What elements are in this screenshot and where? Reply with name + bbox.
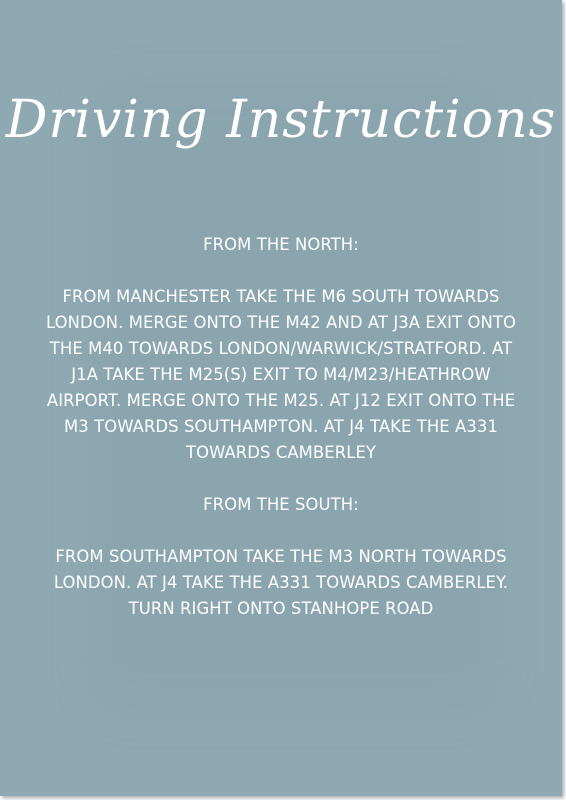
south-directions: FROM SOUTHAMPTON TAKE THE M3 NORTH TOWARDS LONDON. AT J4 TAKE THE A331 TOWARDS CAMBERLEY. TURN RIGHT ONTO STANHOPE ROAD	[53, 547, 509, 618]
spacer	[40, 518, 522, 544]
north-directions: FROM MANCHESTER TAKE THE M6 SOUTH TOWARDS LONDON. MERGE ONTO THE M42 AND AT J3A EXIT ONTO THE M40 TOWARDS LONDON/WARWICK/STRATFORD. AT J1A TAKE THE M25(S) EXIT TO M4/M23/HEATHROW AIRPORT. MERGE ONTO THE M25. AT J12 EXIT ONTO THE M3 TOWARDS SOUTHAMPTON. AT J4 TAKE THE A331 TOWARDS CAMBERLEY	[45, 287, 517, 462]
card-title-text: Driving Instructions	[5, 90, 557, 150]
spacer	[40, 466, 522, 492]
directions-text	[40, 232, 522, 622]
spacer	[40, 258, 522, 284]
south-heading: FROM THE SOUTH:	[203, 495, 359, 514]
north-heading: FROM THE NORTH:	[203, 235, 359, 254]
card-title	[0, 92, 562, 149]
